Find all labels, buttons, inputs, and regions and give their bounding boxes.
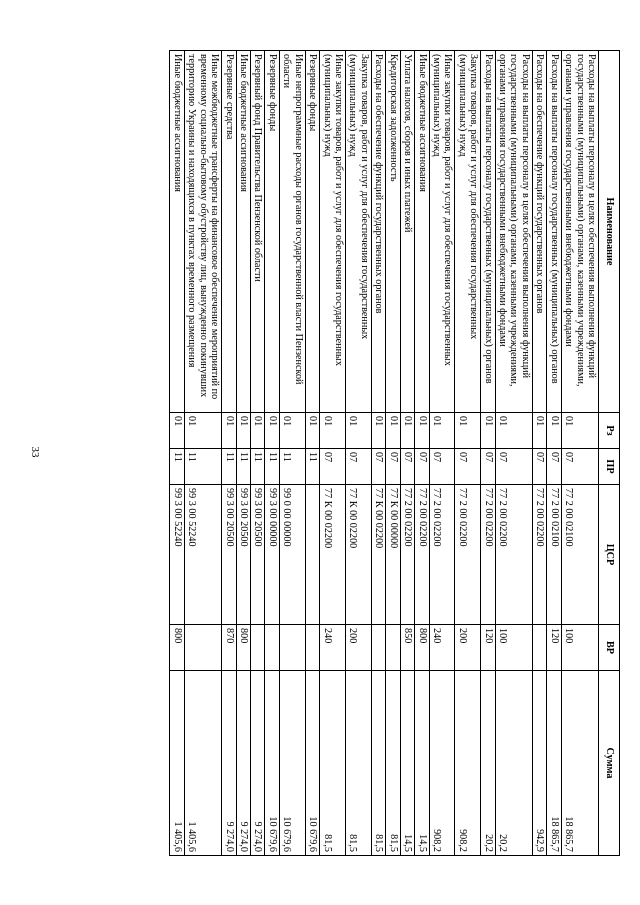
table-row: [265, 51, 279, 856]
header-rz: Рз: [599, 413, 620, 449]
table-row: [547, 51, 561, 856]
cell-rz: 01: [345, 413, 371, 449]
cell-sum: 10 679,6: [279, 671, 305, 856]
cell-name: Иные закупки товаров, работ и услуг для обеспечения государственных (муниципальных) нужд: [429, 51, 455, 413]
cell-pr: 07: [455, 449, 481, 485]
cell-sum: 18 865,7: [561, 671, 598, 856]
cell-pr: 07: [320, 449, 346, 485]
cell-pr: 07: [481, 449, 495, 485]
cell-name: Иные непрограммные расходы органов государственной власти Пензенской области: [279, 51, 305, 413]
cell-sum: 10 679,6: [305, 671, 319, 856]
cell-sum: 908,2: [455, 671, 481, 856]
cell-sum: 1 405,6: [184, 671, 221, 856]
cell-csr: 99 3 00 52240: [170, 485, 184, 625]
table-row: [251, 51, 265, 856]
cell-name: Иные бюджетные ассигнования: [170, 51, 184, 413]
cell-csr: 99 3 00 52240: [184, 485, 221, 625]
cell-vr: [305, 625, 319, 671]
cell-name: Уплата налогов, сборов и иных платежей: [400, 51, 414, 413]
cell-rz: 01: [481, 413, 495, 449]
cell-sum: 9 274,0: [251, 671, 265, 856]
cell-sum: 942,9: [532, 671, 546, 856]
cell-vr: [371, 625, 385, 671]
cell-csr: 77 К 00 02200: [320, 485, 346, 625]
cell-name: Резервные фонды: [265, 51, 279, 413]
cell-pr: 07: [429, 449, 455, 485]
cell-vr: 120: [547, 625, 561, 671]
cell-sum: 9 274,0: [222, 671, 236, 856]
cell-sum: 14,5: [415, 671, 429, 856]
cell-rz: 01: [305, 413, 319, 449]
header-sum: Сумма: [599, 671, 620, 856]
cell-rz: 01: [429, 413, 455, 449]
cell-sum: 81,5: [386, 671, 400, 856]
cell-csr: 77 К 00 02200: [345, 485, 371, 625]
cell-pr: 07: [495, 449, 532, 485]
table-row: [415, 51, 429, 856]
cell-name: Иные межбюджетные трансферты на финансовое обеспечение мероприятий по временному социально-бытовому обустройству лиц, вынужденно покинувших территорию Украины и находящихся в пунктах временного размещения: [184, 51, 221, 413]
cell-vr: 800: [170, 625, 184, 671]
cell-vr: [386, 625, 400, 671]
cell-vr: 240: [320, 625, 346, 671]
cell-rz: 01: [386, 413, 400, 449]
cell-csr: 77 К 00 00000: [386, 485, 400, 625]
cell-name: Расходы на обеспечение функций государственных органов: [371, 51, 385, 413]
cell-rz: 01: [495, 413, 532, 449]
cell-sum: 1 405,6: [170, 671, 184, 856]
cell-name: Резервный фонд Правительства Пензенской области: [251, 51, 265, 413]
table-row: [429, 51, 455, 856]
cell-sum: 81,5: [320, 671, 346, 856]
table-row: [279, 51, 305, 856]
cell-csr: 77 2 00 02200: [429, 485, 455, 625]
cell-name: Расходы на выплаты персоналу в целях обеспечения выполнения функций государственными (муниципальными) органами, казенными учреждениями, органами управления государственными внебюджетными фондами: [561, 51, 598, 413]
cell-rz: 01: [170, 413, 184, 449]
table-wrapper: [84, 50, 620, 855]
page-number: 33: [29, 446, 41, 458]
cell-vr: 800: [236, 625, 250, 671]
cell-pr: 07: [400, 449, 414, 485]
cell-csr: 77 2 00 02100: [561, 485, 598, 625]
cell-sum: 81,5: [371, 671, 385, 856]
cell-pr: 07: [561, 449, 598, 485]
cell-pr: 11: [170, 449, 184, 485]
table-row: [481, 51, 495, 856]
cell-vr: [184, 625, 221, 671]
table-row: [371, 51, 385, 856]
table-row: [184, 51, 221, 856]
cell-pr: 11: [279, 449, 305, 485]
cell-rz: 01: [455, 413, 481, 449]
cell-pr: 11: [236, 449, 250, 485]
cell-name: Расходы на обеспечение функций государственных органов: [532, 51, 546, 413]
cell-sum: 18 865,7: [547, 671, 561, 856]
cell-vr: 120: [481, 625, 495, 671]
cell-sum: 908,2: [429, 671, 455, 856]
table-row: [305, 51, 319, 856]
cell-csr: 77 2 00 02200: [415, 485, 429, 625]
cell-csr: [305, 485, 319, 625]
cell-name: Расходы на выплаты персоналу в целях обеспечения выполнения функций государственными (муниципальными) органами, казенными учреждениями, органами управления государственными внебюджетными фондами: [495, 51, 532, 413]
cell-vr: 870: [222, 625, 236, 671]
cell-vr: 240: [429, 625, 455, 671]
cell-csr: 77 2 00 02200: [481, 485, 495, 625]
cell-pr: 07: [386, 449, 400, 485]
cell-csr: 77 2 00 02200: [455, 485, 481, 625]
cell-name: Резервные средства: [222, 51, 236, 413]
cell-vr: [265, 625, 279, 671]
cell-rz: 01: [279, 413, 305, 449]
table-row: [170, 51, 184, 856]
cell-rz: 01: [222, 413, 236, 449]
cell-csr: 77 2 00 02200: [400, 485, 414, 625]
cell-csr: 77 К 00 02200: [371, 485, 385, 625]
cell-rz: 01: [184, 413, 221, 449]
cell-pr: 11: [184, 449, 221, 485]
cell-sum: 10 679,6: [265, 671, 279, 856]
cell-vr: 100: [495, 625, 532, 671]
table-row: [561, 51, 598, 856]
cell-rz: 01: [400, 413, 414, 449]
cell-csr: 77 2 00 02200: [532, 485, 546, 625]
cell-rz: 01: [561, 413, 598, 449]
table-row: [495, 51, 532, 856]
cell-rz: 01: [371, 413, 385, 449]
cell-sum: 9 274,0: [236, 671, 250, 856]
table-row: [400, 51, 414, 856]
cell-pr: 07: [532, 449, 546, 485]
cell-name: Иные закупки товаров, работ и услуг для обеспечения государственных (муниципальных) нужд: [320, 51, 346, 413]
header-pr: ПР: [599, 449, 620, 485]
cell-pr: 07: [371, 449, 385, 485]
table-row: [236, 51, 250, 856]
cell-csr: 99 3 00 20500: [251, 485, 265, 625]
cell-rz: 01: [547, 413, 561, 449]
cell-csr: 99 0 00 00000: [279, 485, 305, 625]
cell-name: Кредиторская задолженность: [386, 51, 400, 413]
cell-csr: 99 3 00 20500: [236, 485, 250, 625]
cell-pr: 11: [251, 449, 265, 485]
cell-rz: 01: [320, 413, 346, 449]
header-csr: ЦСР: [599, 485, 620, 625]
cell-vr: [532, 625, 546, 671]
cell-name: Расходы на выплаты персоналу государственных (муниципальных) органов: [481, 51, 495, 413]
table-row: [222, 51, 236, 856]
cell-csr: 77 2 00 02100: [547, 485, 561, 625]
cell-rz: 01: [532, 413, 546, 449]
cell-vr: 200: [345, 625, 371, 671]
cell-sum: 20,2: [495, 671, 532, 856]
cell-pr: 07: [415, 449, 429, 485]
cell-pr: 11: [265, 449, 279, 485]
cell-csr: 77 2 00 02200: [495, 485, 532, 625]
cell-rz: 01: [265, 413, 279, 449]
cell-vr: 200: [455, 625, 481, 671]
cell-pr: 07: [345, 449, 371, 485]
header-vr: ВР: [599, 625, 620, 671]
cell-sum: 14,5: [400, 671, 414, 856]
cell-name: Иные бюджетные ассигнования: [236, 51, 250, 413]
cell-sum: 81,5: [345, 671, 371, 856]
cell-pr: 07: [547, 449, 561, 485]
rotated-table-area: [84, 50, 620, 855]
cell-rz: 01: [415, 413, 429, 449]
cell-name: Резервные фонды: [305, 51, 319, 413]
cell-name: Закупка товаров, работ и услуг для обеспечения государственных (муниципальных) нужд: [345, 51, 371, 413]
cell-rz: 01: [251, 413, 265, 449]
cell-vr: 100: [561, 625, 598, 671]
cell-sum: 20,2: [481, 671, 495, 856]
cell-name: Расходы на выплаты персоналу государственных (муниципальных) органов: [547, 51, 561, 413]
cell-csr: 99 3 00 00000: [265, 485, 279, 625]
cell-pr: 11: [222, 449, 236, 485]
table-row: [532, 51, 546, 856]
table-row: [320, 51, 346, 856]
cell-csr: 99 3 00 20500: [222, 485, 236, 625]
cell-pr: 11: [305, 449, 319, 485]
table-row: [345, 51, 371, 856]
cell-vr: [251, 625, 265, 671]
cell-rz: 01: [236, 413, 250, 449]
table-header-row: [599, 51, 620, 856]
table-row: [386, 51, 400, 856]
cell-vr: [279, 625, 305, 671]
budget-table: [170, 50, 621, 856]
header-name: Наименование: [599, 51, 620, 413]
cell-vr: 800: [415, 625, 429, 671]
cell-vr: 850: [400, 625, 414, 671]
table-row: [455, 51, 481, 856]
cell-name: Закупка товаров, работ и услуг для обеспечения государственных (муниципальных) нужд: [455, 51, 481, 413]
cell-name: Иные бюджетные ассигнования: [415, 51, 429, 413]
